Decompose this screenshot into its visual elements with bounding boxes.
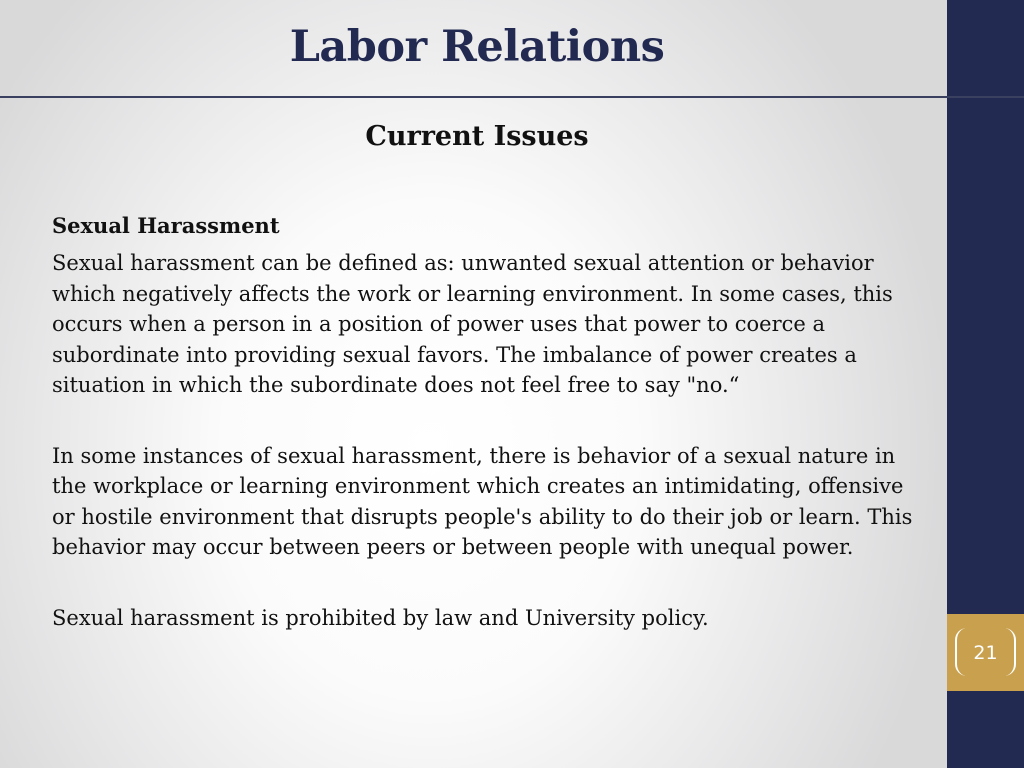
title-divider: [0, 96, 1024, 98]
paragraph-policy: Sexual harassment is prohibited by law and University policy.: [52, 605, 709, 630]
paragraph-definition: Sexual harassment can be defined as: unwanted sexual attention or behavior which negatively affects the work or learning environment. In some cases, this occurs when a person in a position of power uses that power to coerce a subordinate into providing sexual favors. The imbalance of power creates a situation in which the subordinate does not feel free to say "no.“: [52, 251, 893, 397]
page-number: 21: [973, 642, 998, 664]
slide-title: Labor Relations: [289, 22, 665, 72]
section-heading: Sexual Harassment: [52, 213, 280, 238]
paragraph-hostile-environment: In some instances of sexual harassment, there is behavior of a sexual nature in the workplace or learning environment which creates an intimidating, offensive or hostile environment that disrupts people's ability to do their job or learn. This behavior may occur between peers or between people with unequal power.: [52, 443, 913, 559]
slide-body: [52, 210, 922, 633]
page-number-badge: [947, 614, 1024, 691]
slide-subtitle: Current Issues: [365, 121, 589, 152]
